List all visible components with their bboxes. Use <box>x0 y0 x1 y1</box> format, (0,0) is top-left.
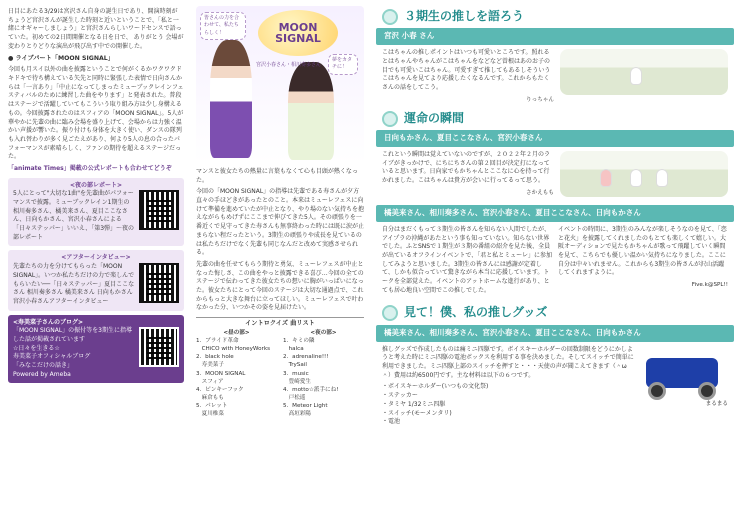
bunny-plush-icon <box>630 169 642 187</box>
intro-paragraph: 日目にあたる3/29は宮沢さん自身の誕生日であり、開演時刻が ちょうど宮沢さんが誕生した時刻と近いということで、「私と一緒にオギャーしましょう」と宮沢さんらしいワードセンスで語っていた。初めての2日間開催となる日を日で、 ありがとう 会場が変わりとりどりな演出が飛び出す中での開催した。 <box>8 8 184 50</box>
illustration-figure-right <box>288 62 334 160</box>
section-goods-signature: まるまる <box>705 400 728 407</box>
blog-title: <寿美菜子さんのブログ> <box>13 318 84 326</box>
day-artist: 寿美菜子 <box>196 362 224 369</box>
middle-body-1: マンスと彼女たちの熱量に言葉もなくて心も目頭が熱くなった。 <box>196 168 358 184</box>
section-moment-card <box>376 147 734 201</box>
day-artist: 麻倉もも <box>196 394 224 401</box>
night-section-head: <夜の部> <box>310 329 337 336</box>
blog-line-2: ☆日々を生きる☆ <box>13 344 60 352</box>
after-interview-body: 先輩たちの力を分けてもらった「MOON SIGNAL」。いつか私たちだけの力で楽しんでもらいたい──「日々ステッパー」夏目ここなさん 相川奏多さん 橘美来さん 日向もかさん 宮沢小春さんアフターインタビュー <box>13 263 135 305</box>
star-badge-icon <box>382 305 398 321</box>
qr-code-after-interview[interactable] <box>139 263 179 303</box>
section-oshi-body: こはちゃんの推しポイントはいつも可愛いところです。照れるとはちゃんやちゃんがこはちゃんをなどなど曽根はあのお子の目でも可愛いこはちゃん。可愛すぎて推してもあるしそういうこはちゃんを見てより応援したくなるんです。これからもたくさんの話をしてこう。 <box>382 49 551 92</box>
section-moment-title: 運命の瞬間 <box>404 110 465 125</box>
left-column <box>0 0 190 520</box>
sofa-illustration <box>560 49 728 95</box>
section-oshi-card <box>376 45 734 108</box>
goods-item: ・スイッチ(モーメンタリ) <box>382 409 452 417</box>
night-song: 1．キミの隣 <box>283 338 315 345</box>
night-song: 4．motto☆派手にね! <box>283 386 339 393</box>
qr-code-night-report[interactable] <box>139 190 179 230</box>
night-song: 2．adrenaline!!! <box>283 354 329 361</box>
section-moment-body: これという瞬間は覚えていないのですが、２０２２年２月のライブがきっかけで、にちにちさんの第２回目が決定打になっていると思います。日向家でもかちゃんとここなに心を持って行かれました。こはちゃんは貴方が会いに行ってるって思う。 <box>382 151 551 185</box>
star-badge-icon <box>382 9 398 25</box>
middle-body-2: 今回の「MOON SIGNAL」の指導は先輩である寿さんが夕方直々の手ほどきがあったとのこと。本来はミューレフェスに向けて準備を進めていたが中止となり、やり場のない気持ちを抱えながらもめげずにここまで伸びてきた5人。その頑張りを一番近くで見守ってきた寿さんも無事終わった時には既に涙が止まらない程だったという。3期生の頑張りや成長を見ているのは私たちだけでなく先輩も同じなんだと改めて実感させられる。 <box>196 188 365 257</box>
section-all-text <box>376 222 734 303</box>
day-song: 3．MOON SIGNAL <box>196 370 246 377</box>
right-column <box>370 0 740 520</box>
speech-bubble-1: 皆さんの力を合わせて、私たちらしく！ <box>200 12 246 40</box>
section-moment-signature: さかえもも <box>526 189 554 196</box>
section-goods-body: 推しグッズで作成したものは痛ミニ四駆です。ボイスキーホルダーの回数制限をどうにかしようと考えた時にミニ四駆の電池ボックスを利用する事を決めました。そしてスイッチで簡単に利用できました。ミニ四駆上部のスイッチを押すと・・・天使の声が聞こえてきます（＾ω＾）費用は約6500円です。主な材料は以下の６つです。 <box>382 345 634 379</box>
mini4wd-car-photo <box>640 346 728 408</box>
day-artist: CHiCO with HoneyWorks <box>196 346 270 353</box>
day-artist: スフィア <box>196 378 224 385</box>
speech-bubble-2: 夢をカタチに！ <box>328 54 358 75</box>
night-artist: halca <box>283 346 304 353</box>
section-moment-heading <box>382 110 734 127</box>
after-interview-box <box>8 250 184 310</box>
night-report-title: <夜の部レポート> <box>69 181 123 189</box>
blog-line-3: 寿美菜子オフィシャルブログ <box>13 353 91 361</box>
moon-signal-illustration <box>196 6 364 164</box>
goods-item: ・ステッカー <box>382 392 418 400</box>
section-all-member-bar: 橘美来さん、相川奏多さん、宮沢小春さん、夏目ここなさん、日向もかさん <box>376 205 734 222</box>
night-song: 5．Meteor Light <box>283 402 328 409</box>
illustration-caption: 宮沢小春さん・相川奏多さん <box>256 62 322 68</box>
goods-item: ・タミヤ 1/32ミニ四駆 <box>382 400 446 408</box>
night-artist: TrySail <box>283 362 307 369</box>
day-artist: 夏川椎菜 <box>196 411 224 418</box>
blog-footer: Powered by Ameba <box>13 370 71 378</box>
day-section-head: <昼の部> <box>223 329 250 336</box>
night-report-box <box>8 178 184 247</box>
day-song: 2．black hole <box>196 354 234 361</box>
live-part-heading: ● ライブパート「MOON SIGNAL」 <box>8 55 114 63</box>
section-oshi-signature: りっちゃん <box>526 96 554 103</box>
intro-quiz-setlist <box>196 317 364 418</box>
section-all-left-text: 自分はまだくもって３期生の皆さんを知らない人間でしたが、アイプラの沖縄があたという事も知っていない。知らない世界でした。ふとSNSで１期生が３期の番組の紹介を見た後、全員が出ているオフラインイベントで、「君と私とミューレ」に参加してみようと思いました。3期生の皆さんには感謝が定着して、しかも似合っていて驚きながら本当に応援しています。トークを全部覚えた。イベントのアットホームな進行があり、とても居心地良い空間でこの推しでした。 <box>382 225 552 294</box>
blog-line-4: 「みなこだけの話き」 <box>13 362 74 370</box>
illustration-figure-left <box>210 40 252 158</box>
night-artist: 高垣彩陽 <box>283 411 311 418</box>
bunny-plush-icon <box>630 67 642 85</box>
section-goods-card <box>376 342 734 431</box>
moon-signal-logo: MOON SIGNAL <box>258 10 338 56</box>
bear-plush-icon <box>600 169 612 187</box>
setlist-title: イントロクイズ 曲リスト <box>245 320 315 327</box>
section-all-signature: Five.k@SPL!! <box>691 282 728 289</box>
live-part-body: 今回も月スイ以外の曲を披露ということで何がくるかワクワクドキドキで待ち構えている矢先と同時に緊張した表情で日向さんからは「一言あり」「中止になってしまったミューブックレインフェスティバルのために練習した曲をやります」と発表された。普段はステージで活躍していてもこういう取り組み方は少し身構えるもの。今回披露されたのはスフィアの「MOON SIGNAL」。5人が華やかに先輩の曲に臨み会場を盛り上げて、会場からは力強く温かい声援が響いた。振り付けも身体を大きく使い、ダンスの隊列も入れ替わりが多く見ごたえがあり、何より5人の息の合ったパフォーマンスが素晴らしく、ファンの期待を超えるステージだった。 <box>8 66 184 161</box>
middle-column <box>190 0 370 520</box>
section-all-right-text: イベントの時間に、3期生のみんなが楽しそうなのを見て、「恋と花火」を披露してくれましたのもとても楽しくて嬉しい。大阪オーディションで見たもかちゃんが歌って飛躍していく瞬間を見て、こちらでも優しい温かい気持ちになりました。ここに自分は中々いれません。これからも3期生の皆さんが沢山活躍してくれますように。 <box>558 225 727 277</box>
blog-box <box>8 315 184 384</box>
car-wheel-icon <box>648 382 666 400</box>
section-oshi-member-bar: 宮沢 小春 さん <box>376 28 734 45</box>
day-song: 1．ブライド革命 <box>196 338 239 345</box>
middle-body-3: 先輩の曲を任せてもらう期待と勇気、ミューレフェスが中止となった悔しさ、この曲をやっと披露できる喜び…今回の全てのステージで伝わってきた彼女たちの想いに胸がいっぱいになった。彼女たちにとって今回のステージは大切な通過点で、これからもっと大きな舞台に立ってほしい。ミューレフェスで叶わなかった分、いつかその姿を見届けたい。 <box>196 260 364 312</box>
section-goods-heading <box>382 304 734 321</box>
day-song: 5．パレット <box>196 402 228 409</box>
night-report-body: 5人にとって"大切な1曲"を先輩曲がパフォーマンスで披露。ミューブックレイン1期生の相川奏多さん、橘美来さん、夏目ここなさん、日向もかさん、宮沢小春さんによる「日々ステッパー」いいえ、「第3弾」～夜の部レポート <box>13 190 135 241</box>
goods-item: ・ボイスキーホルダー(いつもの文化祭) <box>382 383 489 391</box>
night-artist: 戸松遥 <box>283 394 306 401</box>
car-wheel-icon <box>698 382 716 400</box>
qr-code-blog[interactable] <box>139 327 179 367</box>
goods-item: ・電池 <box>382 418 401 426</box>
animate-times-link[interactable]: 「animate Times」掲載の公式レポートも合わせてどうぞ <box>8 164 172 172</box>
day-song: 4．ピンキーフック <box>196 386 244 393</box>
night-song: 3．music <box>283 370 309 377</box>
sofa-illustration <box>560 151 728 197</box>
blog-body: 「MOON SIGNAL」の振付等を3期生に指導した話が掲載されています <box>13 327 132 343</box>
section-goods-member-bar: 橘美来さん、相川奏多さん、宮沢小春さん、夏目ここなさん、日向もかさん <box>376 325 734 342</box>
night-artist: 豊崎愛生 <box>283 378 311 385</box>
section-goods-title: 見て！僕、私の推しグッズ <box>404 305 548 320</box>
section-oshi-heading <box>382 8 734 25</box>
bunny-plush-icon <box>656 169 668 187</box>
section-oshi-title: ３期生の推しを語ろう <box>404 9 525 23</box>
star-badge-icon <box>382 111 398 127</box>
section-moment-member-bar: 日向もかさん、夏目ここなさん、宮沢小春さん <box>376 130 734 147</box>
after-interview-title: <アフターインタビュー> <box>61 254 131 262</box>
